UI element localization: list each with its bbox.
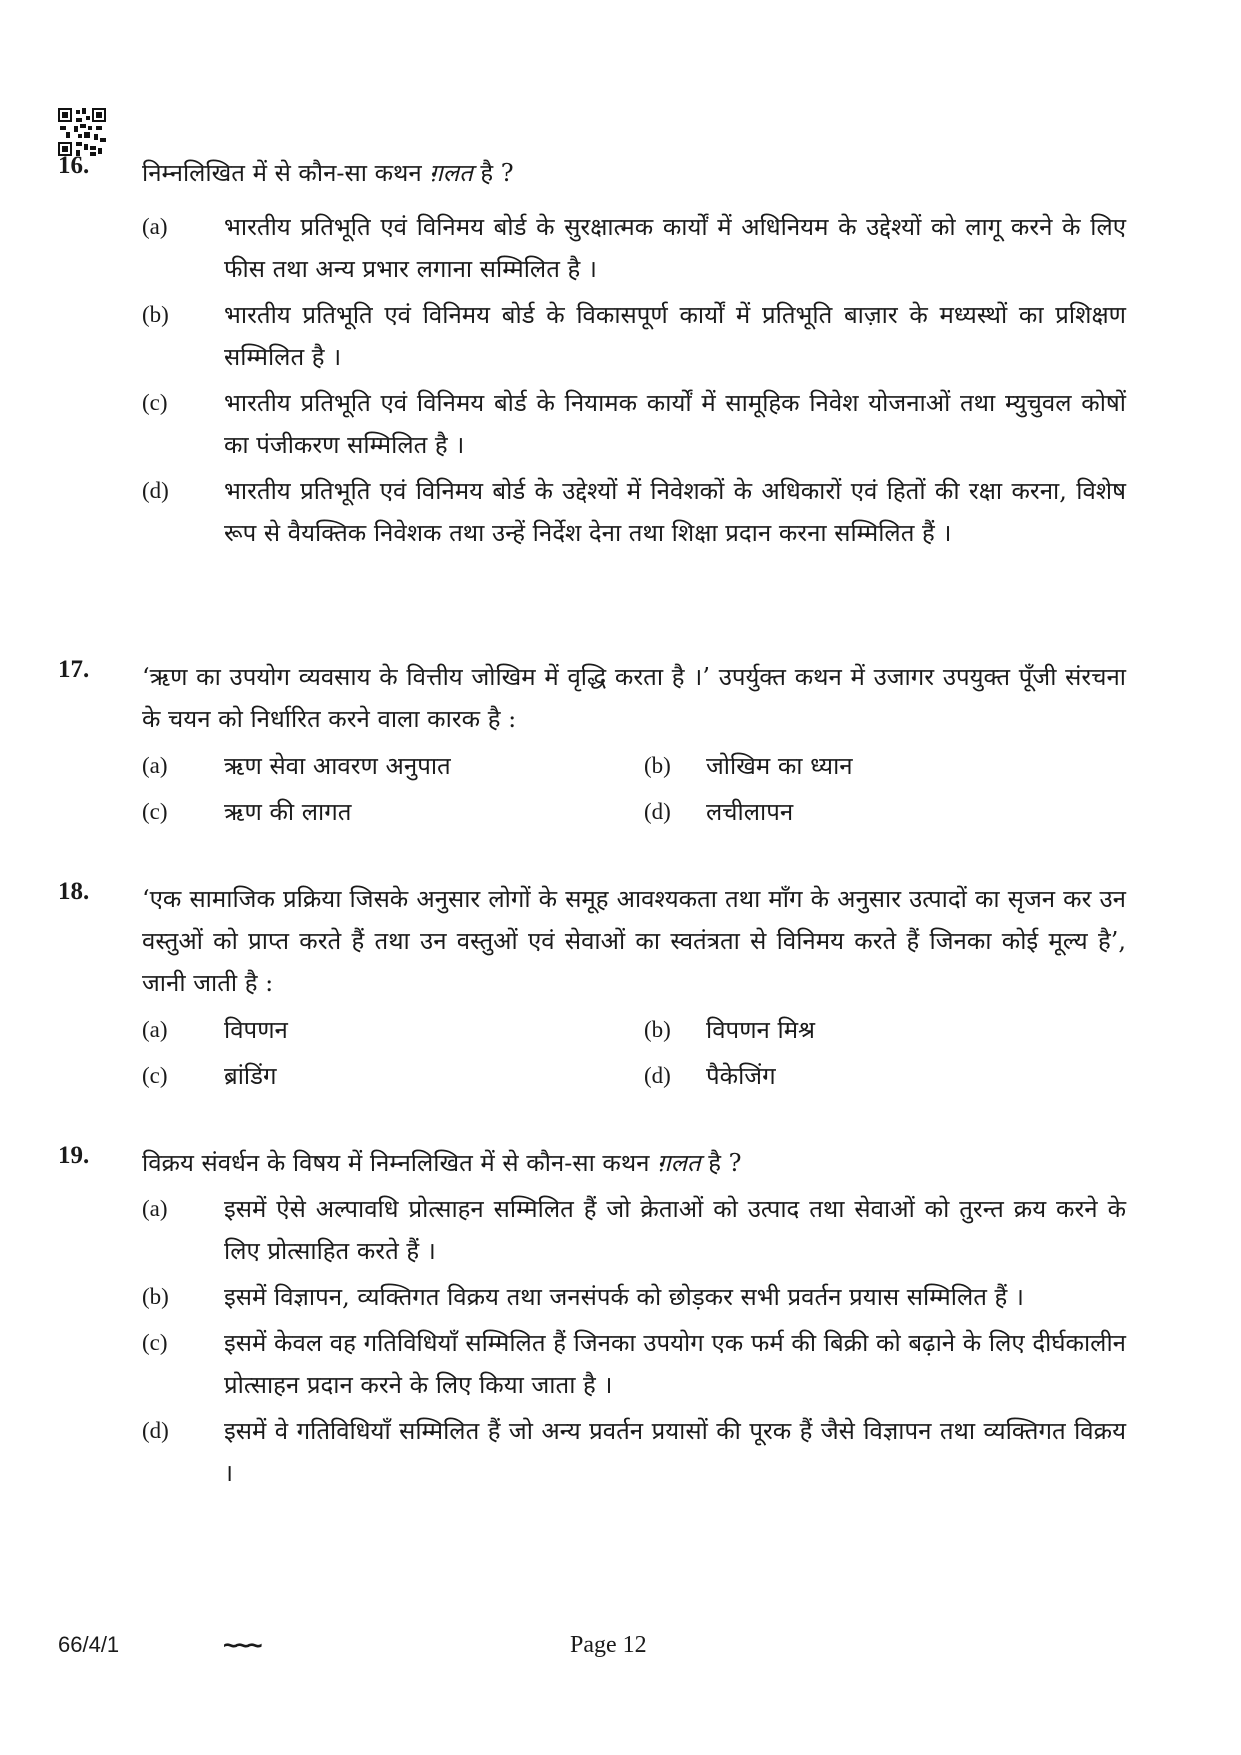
option-text: इसमें केवल वह गतिविधियाँ सम्मिलित हैं जिनका उपयोग एक फर्म की बिक्री को बढ़ाने के लिए दीर्घकालीन प्रोत्साहन प्रदान करने के लिए किया जाता है । bbox=[224, 1329, 1126, 1399]
question-number: 17. bbox=[58, 656, 90, 683]
option-a bbox=[142, 1010, 644, 1050]
question-stem: निम्नलिखित में से कौन-सा कथन ग़लत है ? bbox=[142, 159, 514, 187]
option-label: (a) bbox=[142, 753, 168, 778]
option-a bbox=[142, 1188, 1126, 1272]
option-label: (b) bbox=[644, 753, 671, 778]
option-label: (d) bbox=[142, 478, 169, 503]
paper-code: 66/4/1 bbox=[58, 1632, 120, 1657]
option-c bbox=[142, 1322, 1126, 1406]
wave-ornament: ~~~ bbox=[223, 1630, 260, 1660]
option-a bbox=[142, 746, 644, 786]
question-16 bbox=[58, 152, 1126, 554]
option-c bbox=[142, 1056, 644, 1096]
option-text: भारतीय प्रतिभूति एवं विनिमय बोर्ड के विकासपूर्ण कार्यों में प्रतिभूति बाज़ार के मध्यस्थों का प्रशिक्षण सम्मिलित है । bbox=[224, 301, 1126, 371]
option-label: (a) bbox=[142, 1017, 168, 1042]
option-text: भारतीय प्रतिभूति एवं विनिमय बोर्ड के नियामक कार्यों में सामूहिक निवेश योजनाओं तथा म्युचुवल कोषों का पंजीकरण सम्मिलित है । bbox=[224, 389, 1126, 459]
option-b bbox=[142, 294, 1126, 378]
emphasis-text: ग़लत bbox=[657, 1149, 701, 1177]
question-stem: ‘एक सामाजिक प्रक्रिया जिसके अनुसार लोगों के समूह आवश्यकता तथा माँग के अनुसार उत्पादों का सृजन कर उन वस्तुओं को प्राप्त करते हैं तथा उन वस्तुओं एवं सेवाओं का स्वतंत्रता से विनिमय करते हैं जिनका कोई मूल्य है’, जानी जाती है : bbox=[142, 885, 1126, 997]
option-label: (a) bbox=[142, 214, 168, 239]
page-footer bbox=[58, 1632, 1126, 1666]
option-d bbox=[644, 1056, 1124, 1096]
option-text: भारतीय प्रतिभूति एवं विनिमय बोर्ड के सुरक्षात्मक कार्यों में अधिनियम के उद्देश्यों को लागू करने के लिए फीस तथा अन्य प्रभार लगाना सम्मिलित है । bbox=[224, 213, 1126, 283]
option-label: (c) bbox=[142, 1063, 168, 1088]
option-text: इसमें ऐसे अल्पावधि प्रोत्साहन सम्मिलित हैं जो क्रेताओं को उत्पाद तथा सेवाओं को तुरन्त क्रय करने के लिए प्रोत्साहित करते हैं । bbox=[224, 1195, 1126, 1265]
option-b bbox=[142, 1276, 1126, 1318]
page-number: Page 12 bbox=[570, 1632, 647, 1658]
option-label: (d) bbox=[644, 799, 671, 824]
emphasis-text: ग़लत bbox=[429, 159, 473, 187]
question-number: 19. bbox=[58, 1142, 90, 1169]
option-text: लचीलापन bbox=[706, 798, 794, 826]
options-grid bbox=[142, 1010, 1126, 1096]
option-d bbox=[142, 470, 1126, 554]
options-grid bbox=[142, 746, 1126, 832]
option-b bbox=[644, 746, 1124, 786]
question-18 bbox=[58, 878, 1126, 1096]
option-text: पैकेजिंग bbox=[706, 1062, 776, 1090]
question-stem: ‘ऋण का उपयोग व्यवसाय के वित्तीय जोखिम में वृद्धि करता है ।’ उपर्युक्त कथन में उजागर उपयुक्त पूँजी संरचना के चयन को निर्धारित करने वाला कारक है : bbox=[142, 663, 1126, 733]
option-label: (a) bbox=[142, 1196, 168, 1221]
option-text: भारतीय प्रतिभूति एवं विनिमय बोर्ड के उद्देश्यों में निवेशकों के अधिकारों एवं हितों की रक्षा करना, विशेष रूप से वैयक्तिक निवेशक तथा उन्हें निर्देश देना तथा शिक्षा प्रदान करना सम्मिलित हैं । bbox=[224, 477, 1126, 547]
option-text: ब्रांडिंग bbox=[224, 1062, 277, 1090]
question-19 bbox=[58, 1142, 1126, 1494]
option-label: (c) bbox=[142, 390, 168, 415]
option-text: विपणन मिश्र bbox=[706, 1016, 816, 1044]
option-text: इसमें विज्ञापन, व्यक्तिगत विक्रय तथा जनसंपर्क को छोड़कर सभी प्रवर्तन प्रयास सम्मिलित हैं । bbox=[224, 1283, 1024, 1311]
option-c bbox=[142, 792, 644, 832]
option-text: ऋण सेवा आवरण अनुपात bbox=[224, 752, 451, 780]
option-text: इसमें वे गतिविधियाँ सम्मिलित हैं जो अन्य प्रवर्तन प्रयासों की पूरक हैं जैसे विज्ञापन तथा व्यक्तिगत विक्रय । bbox=[224, 1417, 1126, 1487]
option-c bbox=[142, 382, 1126, 466]
option-label: (b) bbox=[142, 1284, 169, 1309]
option-text: विपणन bbox=[224, 1016, 288, 1044]
option-text: ऋण की लागत bbox=[224, 798, 352, 826]
question-stem: विक्रय संवर्धन के विषय में निम्नलिखित में से कौन-सा कथन ग़लत है ? bbox=[142, 1149, 742, 1177]
option-label: (d) bbox=[644, 1063, 671, 1088]
option-label: (d) bbox=[142, 1418, 169, 1443]
option-d bbox=[142, 1410, 1126, 1494]
question-number: 16. bbox=[58, 152, 90, 179]
option-label: (b) bbox=[644, 1017, 671, 1042]
option-label: (b) bbox=[142, 302, 169, 327]
option-a bbox=[142, 206, 1126, 290]
qr-code-icon bbox=[58, 108, 106, 156]
option-label: (c) bbox=[142, 1330, 168, 1355]
option-text: जोखिम का ध्यान bbox=[706, 752, 853, 780]
option-b bbox=[644, 1010, 1124, 1050]
option-label: (c) bbox=[142, 799, 168, 824]
question-number: 18. bbox=[58, 878, 90, 905]
option-d bbox=[644, 792, 1124, 832]
question-17 bbox=[58, 656, 1126, 832]
